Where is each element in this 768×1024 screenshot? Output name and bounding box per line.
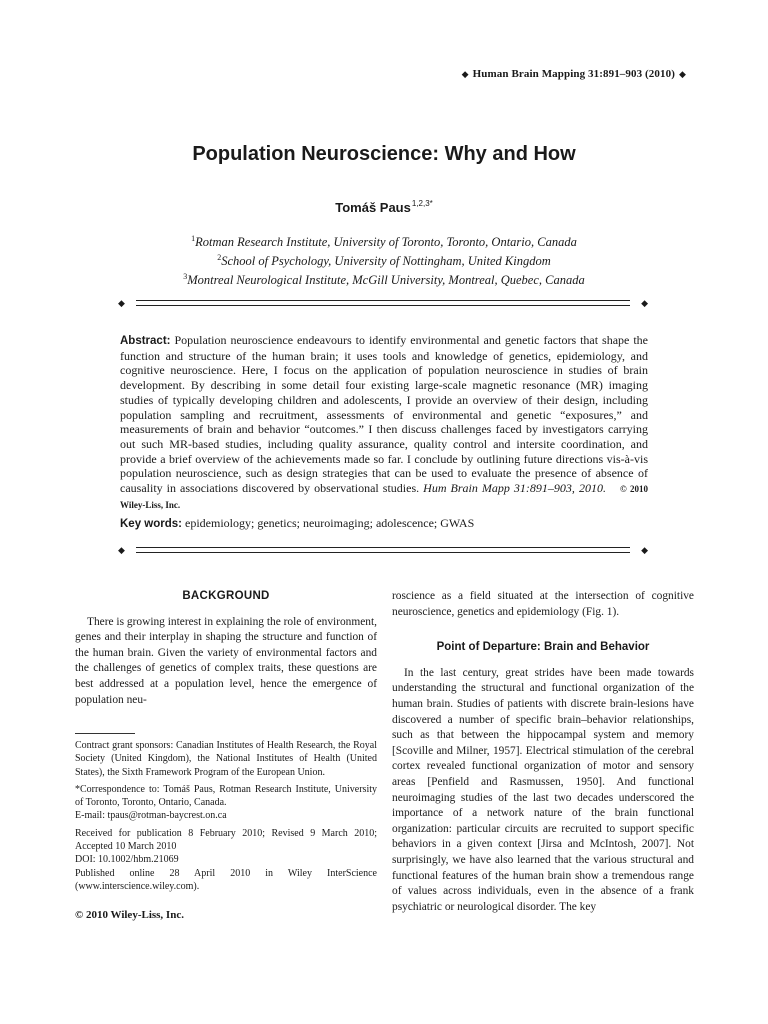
affiliation-number: 1 (191, 234, 196, 243)
footnote-doi: DOI: 10.1002/hbm.21069 (75, 854, 179, 866)
affiliation-item (0, 269, 768, 288)
footnote-received: Received for publication 8 February 2010; Revised 9 March 2010; Accepted 10 March 2010 (75, 827, 377, 853)
article-title: Population Neuroscience: Why and How (192, 143, 576, 165)
diamond-ornament-icon: ◆ (118, 545, 125, 555)
author-affiliation-marks: 1,2,3* (411, 199, 433, 208)
affiliation-text: School of Psychology, University of Nottingham, United Kingdom (221, 254, 551, 268)
running-head (458, 68, 690, 80)
subsection-heading: Point of Departure: Brain and Behavior (436, 641, 650, 654)
diamond-ornament-icon: ◆ (461, 69, 469, 79)
abstract-top-rule (118, 296, 648, 310)
footnotes (75, 739, 377, 897)
body-paragraph: In the last century, great strides have been made towards understanding the structural and functional organization of the human brain. Studies of patients with discrete brain-lesions have discovered a number of specific brain–behavior relationships, such as that between the hippocampal system and memory [Scoville and Milner, 1957]. Electrical stimulation of the cerebral cortex revealed functional organization of motor and sensory areas [Penfield and Rasmussen, 1950]. And functional neuroimaging studies of the last two decades underscored the importance of a network nature of the brain functional organization: particular circuits are recruited to support specific behaviors in a given context [Jirsa and McIntosh, 2007]. Not surprisingly, we have also learned that the various structural and functional features of the human brain show a tremendous range of values across individuals, even in the absence of a frank psychiatric or neurological disorder. The key (392, 666, 694, 913)
affiliations (0, 231, 768, 288)
keywords (120, 516, 648, 532)
footnote-correspondence: *Correspondence to: Tomáš Paus, Rotman Research Institute, University of Toronto, Toronto, Ontario, Canada. (75, 783, 377, 809)
right-column (392, 589, 694, 915)
abstract-text: Population neuroscience endeavours to identify environmental and genetic factors that shape the function and structure of the human brain; it uses tools and knowledge of genetics, epidemiology, and cognitive neuroscience. Here, I focus on the application of population neuroscience in studies of brain development. By describing in some detail four existing large-scale magnetic resonance (MR) imaging studies of typically developing children and adolescents, I provide an overview of their design, including population sampling and recruitment, assessments of environmental and genetic “exposures,” and measurements of brain and behavior “outcomes.” I then discuss challenges faced by investigators carrying out such MR-based studies, including quality assurance, quality control and intersite coordination, and provide a brief overview of the achievements made so far. I conclude by outlining future directions vis-à-vis population neuroscience, such as design strategies that can be used to evaluate the presence of absence of causality in associations discovered by observational studies. (120, 333, 649, 496)
abstract (120, 333, 648, 512)
double-rule-line (136, 300, 630, 306)
journal-citation: Human Brain Mapping 31:891–903 (2010) (472, 68, 675, 80)
diamond-ornament-icon: ◆ (641, 298, 648, 308)
affiliation-text: Montreal Neurological Institute, McGill University, Montreal, Quebec, Canada (187, 273, 585, 287)
footnote-published: Published online 28 April 2010 in Wiley InterScience (www.interscience.wiley.com). (75, 867, 377, 892)
author-line (0, 199, 768, 215)
affiliation-text: Rotman Research Institute, University of Toronto, Toronto, Ontario, Canada (195, 235, 577, 249)
affiliation-number: 3 (183, 272, 188, 281)
page-copyright: © 2010 Wiley-Liss, Inc. (75, 909, 184, 921)
double-rule-line (136, 547, 630, 553)
continuation-paragraph: roscience as a field situated at the intersection of cognitive neuroscience, genetics and epidemiology (Fig. 1). (392, 590, 694, 618)
abstract-copyright: © 2010 Wiley-Liss, Inc. (120, 484, 648, 510)
abstract-label: Abstract: (120, 335, 171, 347)
background-paragraph: There is growing interest in explaining the role of environment, genes and their interplay in shaping the structure and function of the human brain. Given the variety of environmental factors and the challenges of genetics of complex traits, these questions are best addressed at a population level, hence the emergence of population neu- (75, 615, 377, 706)
keywords-text: epidemiology; genetics; neuroimaging; adolescence; GWAS (185, 516, 475, 530)
abstract-citation: Hum Brain Mapp 31:891–903, 2010. (423, 481, 606, 496)
diamond-ornament-icon: ◆ (641, 545, 648, 555)
keywords-label: Key words: (120, 518, 182, 530)
affiliation-item (0, 250, 768, 269)
author-name: Tomáš Paus (335, 200, 411, 215)
left-column (75, 589, 377, 708)
footnote-divider (75, 733, 135, 734)
affiliation-number: 2 (217, 253, 222, 262)
section-heading-background: BACKGROUND (182, 590, 270, 602)
abstract-bottom-rule (118, 543, 648, 557)
diamond-ornament-icon: ◆ (118, 298, 125, 308)
affiliation-item (0, 231, 768, 250)
footnote-email: E-mail: tpaus@rotman-baycrest.on.ca (75, 810, 227, 822)
diamond-ornament-icon: ◆ (678, 69, 686, 79)
footnote-sponsors: Contract grant sponsors: Canadian Institutes of Health Research, the Royal Society (United Kingdom), the National Institutes of Health (United States), the Sixth Framework Program of the European Union. (75, 740, 377, 778)
